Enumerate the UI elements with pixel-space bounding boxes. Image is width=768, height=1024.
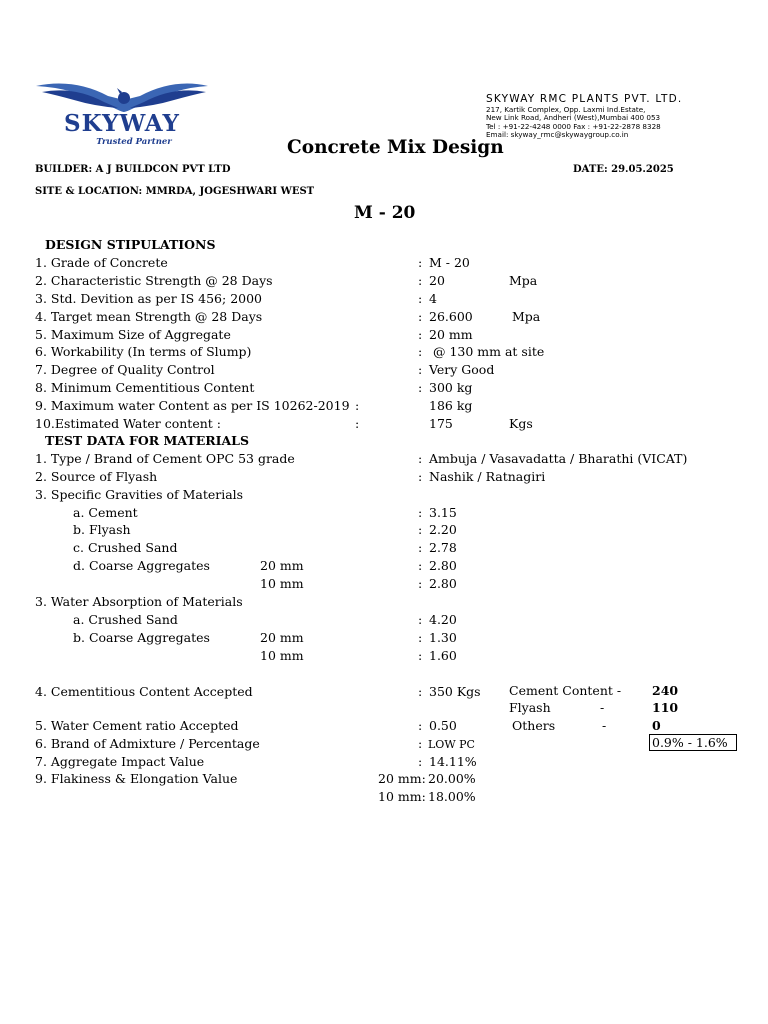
- company-address-line-1: 217, Kartik Complex, Opp. Laxmi Ind.Estate,: [486, 105, 646, 114]
- stipulation-label: 10.Estimated Water content :: [35, 416, 221, 431]
- sg-size: 20 mm: [260, 558, 304, 573]
- stipulation-label: 5. Maximum Size of Aggregate: [35, 327, 231, 342]
- flakiness-value: 20.00%: [428, 771, 476, 786]
- sg-value: 2.80: [429, 558, 457, 573]
- flakiness-size: 20 mm:: [378, 771, 426, 786]
- wc-ratio-value: 0.50: [429, 718, 457, 733]
- date-line: DATE: 29.05.2025: [573, 164, 674, 175]
- admixture-colon: :: [418, 736, 423, 751]
- company-name: SKYWAY RMC PLANTS PVT. LTD.: [486, 93, 683, 105]
- cement-brand-value: Ambuja / Vasavadatta / Bharathi (VICAT): [429, 451, 688, 466]
- stipulation-unit: Mpa: [509, 273, 538, 288]
- admixture-value: LOW PC: [428, 738, 475, 751]
- logo-tagline: Trusted Partner: [96, 137, 172, 147]
- impact-value: 14.11%: [429, 754, 477, 769]
- wa-material: a. Crushed Sand: [73, 612, 178, 627]
- stipulation-unit: Kgs: [509, 416, 533, 431]
- wc-ratio-colon: :: [418, 718, 423, 733]
- stipulation-label: 7. Degree of Quality Control: [35, 362, 215, 377]
- sg-size: 10 mm: [260, 576, 304, 591]
- stipulation-label: 2. Characteristic Strength @ 28 Days: [35, 273, 273, 288]
- wa-size: 20 mm: [260, 630, 304, 645]
- stipulation-colon: :: [418, 380, 423, 395]
- stipulation-value: Very Good: [429, 362, 495, 377]
- cement-brand-colon: :: [418, 451, 423, 466]
- stipulation-label: 3. Std. Devition as per IS 456; 2000: [35, 291, 263, 306]
- wa-value: 1.30: [429, 630, 457, 645]
- stipulation-value: @ 130 mm at site: [433, 344, 545, 359]
- cement-brand-label: 1. Type / Brand of Cement OPC 53 grade: [35, 451, 295, 466]
- breakdown-label: Others: [512, 718, 556, 733]
- stipulation-label: 4. Target mean Strength @ 28 Days: [35, 309, 263, 324]
- stipulation-value: 26.600: [429, 309, 473, 324]
- skyway-logo: [34, 78, 214, 148]
- company-address-line-2: New Link Road, Andheri (West),Mumbai 400 053: [486, 113, 661, 123]
- wc-ratio-label: 5. Water Cement ratio Accepted: [35, 718, 239, 733]
- design-stipulations-heading: DESIGN STIPULATIONS: [45, 237, 216, 252]
- sg-material: b. Flyash: [73, 522, 131, 537]
- stipulation-colon: :: [418, 291, 423, 306]
- cementitious-label: 4. Cementitious Content Accepted: [35, 684, 253, 699]
- sg-value: 2.20: [429, 522, 457, 537]
- sg-colon: :: [418, 540, 423, 555]
- grade-heading: M - 20: [354, 203, 416, 223]
- stipulation-colon: :: [418, 362, 423, 377]
- stipulation-value: 186 kg: [429, 398, 473, 413]
- wa-material: b. Coarse Aggregates: [73, 630, 210, 645]
- sg-value: 3.15: [429, 505, 457, 520]
- sg-material: d. Coarse Aggregates: [73, 558, 210, 573]
- breakdown-label: Cement Content -: [509, 683, 622, 698]
- test-data-heading: TEST DATA FOR MATERIALS: [45, 433, 249, 448]
- sg-colon: :: [418, 558, 423, 573]
- stipulation-value: 175: [429, 416, 453, 431]
- sg-colon: :: [418, 522, 423, 537]
- sg-material: c. Crushed Sand: [73, 540, 178, 555]
- specific-gravity-label: 3. Specific Gravities of Materials: [35, 487, 244, 502]
- stipulation-value: 20 mm: [429, 327, 473, 342]
- admixture-range-box: 0.9% - 1.6%: [649, 734, 737, 751]
- stipulation-label: 8. Minimum Cementitious Content: [35, 380, 255, 395]
- stipulation-label: 9. Maximum water Content as per IS 10262-2019: [35, 398, 350, 413]
- flyash-source-label: 2. Source of Flyash: [35, 469, 158, 484]
- breakdown-dash: -: [600, 700, 605, 715]
- stipulation-value: 300 kg: [429, 380, 473, 395]
- flyash-source-value: Nashik / Ratnagiri: [429, 469, 546, 484]
- wa-colon: :: [418, 612, 423, 627]
- stipulation-unit: Mpa: [512, 309, 541, 324]
- flyash-source-colon: :: [418, 469, 423, 484]
- logo-wordmark: SKYWAY: [64, 110, 180, 137]
- stipulation-colon: :: [418, 344, 423, 359]
- site-location-line: SITE & LOCATION: MMRDA, JOGESHWARI WEST: [35, 186, 315, 197]
- flakiness-size: 10 mm:: [378, 789, 426, 804]
- stipulation-value: M - 20: [429, 255, 470, 270]
- water-absorption-label: 3. Water Absorption of Materials: [35, 594, 243, 609]
- stipulation-colon: :: [418, 255, 423, 270]
- breakdown-label: Flyash: [509, 700, 551, 715]
- breakdown-dash: -: [602, 718, 607, 733]
- sg-value: 2.78: [429, 540, 457, 555]
- stipulation-label: 1. Grade of Concrete: [35, 255, 168, 270]
- breakdown-value: 0: [652, 718, 661, 733]
- admixture-label: 6. Brand of Admixture / Percentage: [35, 736, 260, 751]
- wa-value: 1.60: [429, 648, 457, 663]
- cementitious-colon: :: [418, 684, 423, 699]
- cementitious-value: 350 Kgs: [429, 684, 481, 699]
- wa-colon: :: [418, 630, 423, 645]
- flakiness-value: 18.00%: [428, 789, 476, 804]
- sg-material: a. Cement: [73, 505, 138, 520]
- sg-value: 2.80: [429, 576, 457, 591]
- stipulation-colon: :: [355, 398, 360, 413]
- builder-line: BUILDER: A J BUILDCON PVT LTD: [35, 164, 231, 175]
- sg-colon: :: [418, 505, 423, 520]
- page-title: Concrete Mix Design: [287, 137, 504, 158]
- impact-colon: :: [418, 754, 423, 769]
- stipulation-value: 20: [429, 273, 445, 288]
- company-email: Email: skyway_rmc@skywaygroup.co.in: [486, 129, 629, 139]
- eagle-logo-icon: [34, 78, 214, 148]
- company-info: [486, 93, 682, 139]
- flakiness-label: 9. Flakiness & Elongation Value: [35, 771, 238, 786]
- stipulation-label: 6. Workability (In terms of Slump): [35, 344, 252, 359]
- impact-label: 7. Aggregate Impact Value: [35, 754, 205, 769]
- wa-size: 10 mm: [260, 648, 304, 663]
- stipulation-colon: :: [418, 273, 423, 288]
- wa-colon: :: [418, 648, 423, 663]
- stipulation-colon: :: [355, 416, 360, 431]
- wa-value: 4.20: [429, 612, 457, 627]
- company-phone: Tel : +91-22-4248 0000 Fax : +91-22-2878 8328: [486, 121, 661, 131]
- stipulation-value: 4: [429, 291, 437, 306]
- stipulation-colon: :: [418, 309, 423, 324]
- sg-colon: :: [418, 576, 423, 591]
- stipulation-colon: :: [418, 327, 423, 342]
- breakdown-value: 110: [652, 700, 679, 715]
- breakdown-value: 240: [652, 683, 679, 698]
